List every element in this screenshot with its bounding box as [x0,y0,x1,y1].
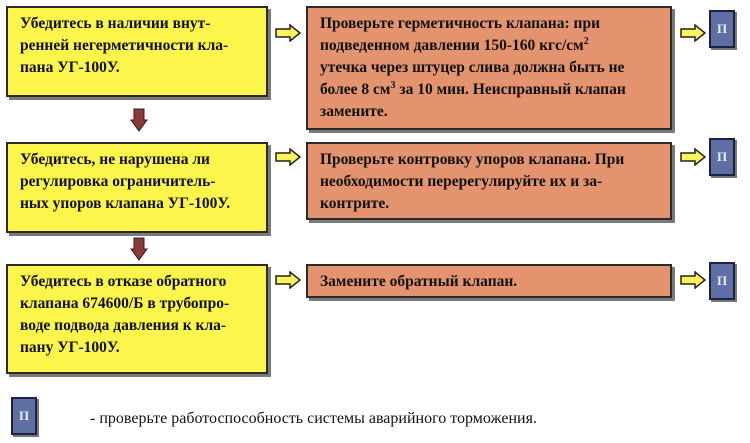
action-1-line-1: Проверьте герметичность клапана: при [320,15,601,32]
check-3-line-2: клапана 674600/Б в трубопро- [20,295,230,312]
action-1-line-3: утечка через штуцер слива должна быть не [320,59,625,76]
right-arrow-icon [275,271,301,289]
action-box-3 [306,264,672,298]
down-arrow-icon [130,108,148,132]
right-arrow-icon [680,271,706,289]
action-box-2 [306,142,672,220]
check-2-line-2: регулировка ограничитель- [20,173,216,190]
right-arrow-icon [680,148,706,166]
right-arrow-icon [275,148,301,166]
right-arrow-icon [680,24,706,42]
legend-marker: П [11,397,37,435]
check-3-line-1: Убедитесь в отказе обратного [20,273,227,290]
action-2-line-3: контрите. [320,195,390,212]
right-arrow-icon [275,24,301,42]
check-box-3 [6,264,268,374]
check-system-marker: П [709,262,735,300]
check-2-line-3: ных упоров клапана УГ-100У. [20,195,231,212]
action-1-line-5: замените. [320,103,388,120]
action-2-line-1: Проверьте контровку упоров клапана. При [320,151,625,168]
check-1-line-1: Убедитесь в наличии внут- [20,15,211,32]
check-1-line-2: ренней негерметичности кла- [20,37,229,54]
action-1-line-4: более 8 $см^3$ за 10 мин. Неисправный клапан [320,79,626,98]
action-2-line-2: необходимости перерегулируйте их и за- [320,173,603,190]
action-box-1 [306,6,672,130]
check-1-line-3: пана УГ-100У. [20,59,120,76]
check-system-marker: П [709,10,735,48]
legend-text: - проверьте работоспособность системы аварийного торможения. [90,410,537,427]
check-3-line-3: воде подвода давления к кла- [20,317,227,334]
check-2-line-1: Убедитесь, не нарушена ли [20,151,210,168]
check-box-2 [6,142,268,233]
action-3-line-1: Замените обратный клапан. [320,273,518,290]
down-arrow-icon [130,237,148,261]
check-system-marker: П [709,138,735,176]
check-box-1 [6,6,268,97]
check-3-line-4: пану УГ-100У. [20,339,120,356]
action-1-line-2: подведенном давлении 150-160 кгс/$см^2$ [320,35,589,54]
